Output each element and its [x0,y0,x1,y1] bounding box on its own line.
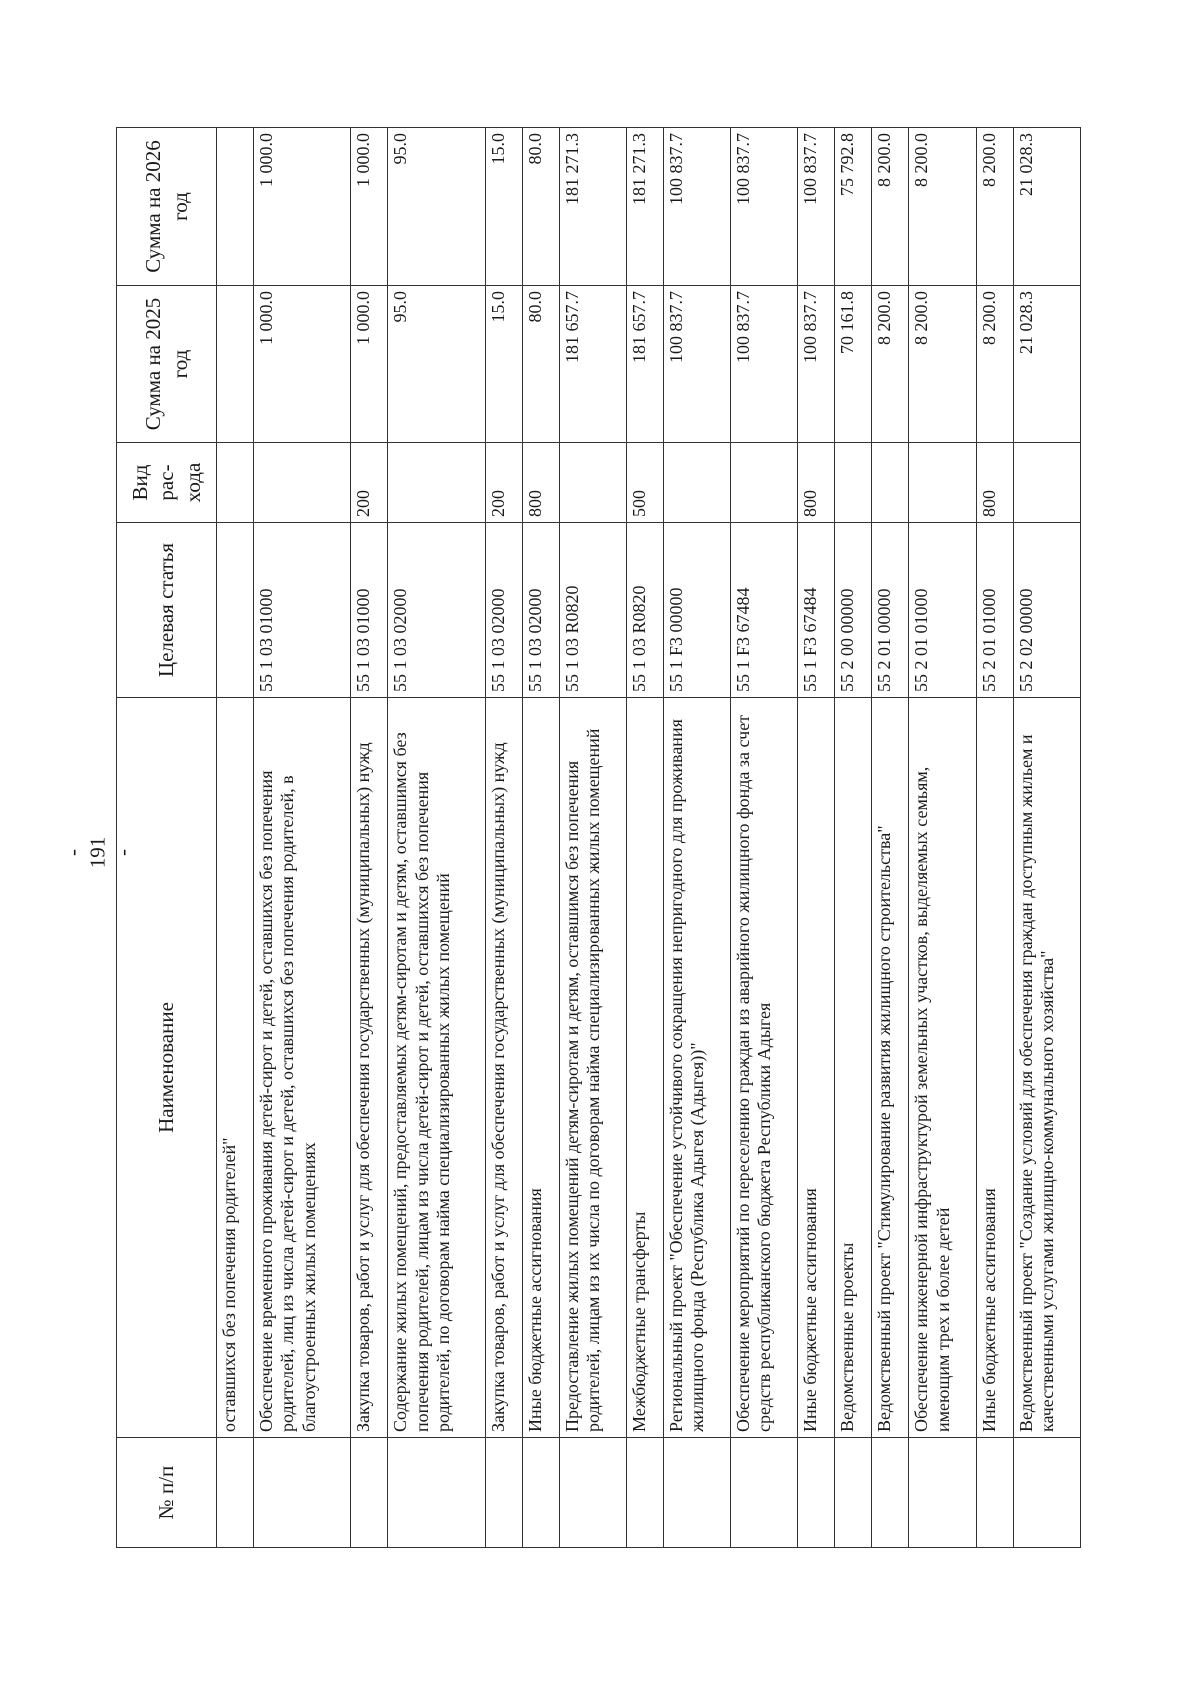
table-row [1013,128,1080,1548]
row-num [1013,1438,1080,1548]
header-name: Наименование [117,698,217,1438]
row-num [485,1438,522,1548]
row-name: Региональный проект "Обеспечение устойчивого сокращения непригодного для проживания жилищного фонда (Республика Адыгея (Адыгея))" [663,698,730,1438]
row-target: 55 1 03 R0820 [626,523,663,698]
budget-table [116,127,1081,1548]
row-kind [1013,443,1080,523]
row-sum-2026: 8 200.0 [909,128,976,286]
row-name: Обеспечение временного проживания детей-сирот и детей, оставшихся без попечения родителей, лиц из числа детей-сирот и детей, оставшихся без попечения родителей, в благоустроенных жилых помещениях [254,698,351,1438]
row-name: Предоставление жилых помещений детям-сиротам и детям, оставшимся без попечения родителей, лицам из их числа по договорам найма специализированных жилых помещений [559,698,626,1438]
row-sum-2026: 181 271.3 [559,128,626,286]
row-num [626,1438,663,1548]
row-sum-2025: 181 657.7 [626,286,663,443]
row-sum-2026: 1 000.0 [254,128,351,286]
row-sum-2025: 15.0 [485,286,522,443]
row-num [872,1438,909,1548]
row-sum-2025: 70 161.8 [835,286,872,443]
row-sum-2026: 1 000.0 [351,128,388,286]
row-kind [872,443,909,523]
row-kind [559,443,626,523]
table-row [254,128,351,1548]
header-sum-2025: Сумма на 2025 год [117,286,217,443]
row-name: Обеспечение инженерной инфраструктурой земельных участков, выделяемых семьям, имеющим трех и более детей [909,698,976,1438]
table-row [522,128,559,1548]
row-num [731,1438,798,1548]
row-sum-2025: 21 028.3 [1013,286,1080,443]
row-sum-2026: 100 837.7 [798,128,835,286]
row-num [976,1438,1013,1548]
row-kind: 800 [522,443,559,523]
row-sum-2026: 15.0 [485,128,522,286]
row-target: 55 1 F3 67484 [798,523,835,698]
row-name: Иные бюджетные ассигнования [798,698,835,1438]
row-sum-2026: 100 837.7 [663,128,730,286]
table-row [731,128,798,1548]
row-name: Закупка товаров, работ и услуг для обеспечения государственных (муниципальных) нужд [485,698,522,1438]
row-name: Ведомственный проект "Стимулирование развития жилищного строительства" [872,698,909,1438]
row-kind [388,443,485,523]
header-sum-2026: Сумма на 2026 год [117,128,217,286]
table-row [976,128,1013,1548]
row-sum-2025: 181 657.7 [559,286,626,443]
row-num [351,1438,388,1548]
table-row [835,128,872,1548]
table-row [626,128,663,1548]
row-kind: 800 [798,443,835,523]
row-name: Иные бюджетные ассигнования [522,698,559,1438]
table-row [388,128,485,1548]
row-num [835,1438,872,1548]
header-num: № п/п [117,1438,217,1548]
table-body [217,128,1081,1548]
row-sum-2025: 8 200.0 [872,286,909,443]
row-name: Обеспечение мероприятий по переселению граждан из аварийного жилищного фонда за счет средств республиканского бюджета Республики Адыгея [731,698,798,1438]
row-sum-2026: 8 200.0 [872,128,909,286]
table-header-row [117,128,217,1548]
row-num [522,1438,559,1548]
page-number: - 191 - [60,836,135,869]
table-row [217,128,254,1548]
row-kind [663,443,730,523]
row-name: Ведомственный проект "Создание условий для обеспечения граждан доступным жильем и качественными услугами жилищно-коммунального хозяйства" [1013,698,1080,1438]
row-sum-2026: 21 028.3 [1013,128,1080,286]
row-num [217,1438,254,1548]
row-kind [909,443,976,523]
row-name: Закупка товаров, работ и услуг для обеспечения государственных (муниципальных) нужд [351,698,388,1438]
row-target: 55 1 F3 67484 [731,523,798,698]
row-sum-2025: 100 837.7 [798,286,835,443]
header-kind: Вид рас-хода [117,443,217,523]
row-target: 55 1 03 02000 [522,523,559,698]
budget-table-rotated [116,128,1081,1548]
row-name: Ведомственные проекты [835,698,872,1438]
row-num [559,1438,626,1548]
row-target: 55 2 01 01000 [909,523,976,698]
row-name: Иные бюджетные ассигнования [976,698,1013,1438]
header-target: Целевая статья [117,523,217,698]
table-row [485,128,522,1548]
table-row [663,128,730,1548]
row-sum-2026: 75 792.8 [835,128,872,286]
row-sum-2025: 80.0 [522,286,559,443]
row-target: 55 1 03 02000 [388,523,485,698]
row-num [663,1438,730,1548]
table-row [351,128,388,1548]
row-sum-2025: 8 200.0 [909,286,976,443]
row-sum-2026: 181 271.3 [626,128,663,286]
row-target: 55 2 01 00000 [872,523,909,698]
row-kind [217,443,254,523]
row-num [798,1438,835,1548]
row-kind: 200 [485,443,522,523]
table-row [798,128,835,1548]
table-row [872,128,909,1548]
row-sum-2026: 100 837.7 [731,128,798,286]
row-target [217,523,254,698]
row-name: Содержание жилых помещений, предоставляемых детям-сиротам и детям, оставшимся без попечения родителей, лицам из числа детей-сирот и детей, оставшихся без попечения родителей, по договорам найма специализированных жилых помещений [388,698,485,1438]
table-row [559,128,626,1548]
row-sum-2025 [217,286,254,443]
row-num [388,1438,485,1548]
row-sum-2026: 80.0 [522,128,559,286]
row-target: 55 1 03 01000 [351,523,388,698]
row-kind [254,443,351,523]
row-target: 55 1 03 02000 [485,523,522,698]
row-target: 55 1 F3 00000 [663,523,730,698]
row-kind: 200 [351,443,388,523]
row-target: 55 2 02 00000 [1013,523,1080,698]
row-target: 55 1 03 01000 [254,523,351,698]
row-target: 55 2 01 01000 [976,523,1013,698]
row-sum-2026: 95.0 [388,128,485,286]
row-name: оставшихся без попечения родителей" [217,698,254,1438]
row-name: Межбюджетные трансферты [626,698,663,1438]
row-kind: 500 [626,443,663,523]
row-num [909,1438,976,1548]
row-sum-2025: 1 000.0 [254,286,351,443]
row-target: 55 2 00 00000 [835,523,872,698]
row-target: 55 1 03 R0820 [559,523,626,698]
row-sum-2025: 8 200.0 [976,286,1013,443]
row-sum-2026 [217,128,254,286]
table-row [909,128,976,1548]
row-kind [835,443,872,523]
row-kind [731,443,798,523]
row-sum-2025: 100 837.7 [731,286,798,443]
row-sum-2025: 100 837.7 [663,286,730,443]
row-sum-2025: 1 000.0 [351,286,388,443]
row-sum-2026: 8 200.0 [976,128,1013,286]
row-sum-2025: 95.0 [388,286,485,443]
row-kind: 800 [976,443,1013,523]
row-num [254,1438,351,1548]
